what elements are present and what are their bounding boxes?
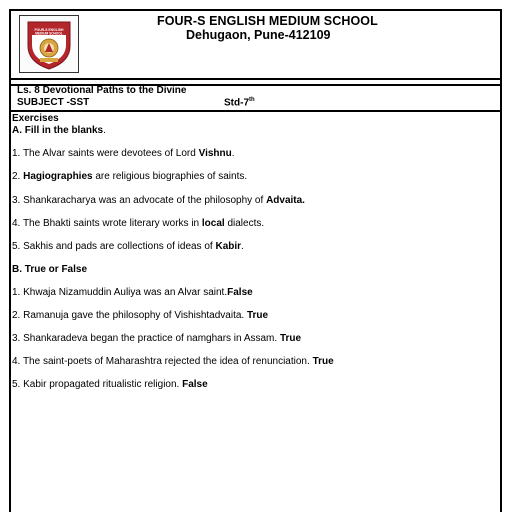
list-item	[12, 171, 247, 182]
item-answer: True	[312, 356, 334, 367]
info-divider	[11, 110, 500, 112]
item-text: 1. Khwaja Nizamuddin Auliya was an Alvar saint.	[12, 287, 228, 298]
section-a-heading-text: A. Fill in the blanks	[12, 125, 104, 136]
shield-emblem-icon	[20, 16, 78, 72]
item-tail: .	[231, 148, 235, 159]
standard-suffix: th	[249, 97, 255, 103]
item-text: 5. Sakhis and pads are collections of ideas of	[12, 241, 216, 252]
item-tail: dialects.	[224, 218, 265, 229]
item-text: 1. The Alvar saints were devotees of Lord	[12, 148, 199, 159]
list-item	[12, 356, 334, 367]
school-name: FOUR-S ENGLISH MEDIUM SCHOOL	[157, 14, 378, 28]
school-logo	[19, 15, 79, 73]
item-answer: Hagiographies	[23, 171, 93, 182]
item-answer: True	[246, 310, 269, 321]
list-item	[12, 195, 305, 206]
list-item	[12, 241, 244, 252]
item-answer: local	[201, 218, 225, 229]
svg-text:FOUR-S ENGLISH: FOUR-S ENGLISH	[34, 28, 64, 32]
list-item	[12, 379, 208, 390]
list-item	[12, 310, 268, 321]
item-tail: are religious biographies of saints.	[92, 171, 248, 182]
school-address: Dehugaon, Pune-412109	[186, 28, 331, 42]
item-answer: Kabir	[215, 241, 242, 252]
lesson-title: Ls. 8 Devotional Paths to the Divine	[17, 85, 187, 96]
item-tail: .	[241, 241, 244, 252]
item-answer: False	[227, 287, 253, 298]
item-text: 2. Ramanuja gave the philosophy of Vishishtadvaita.	[12, 310, 247, 321]
list-item	[12, 287, 253, 298]
section-b-heading	[12, 264, 87, 275]
section-a-heading-tail: .	[103, 125, 106, 136]
school-header	[11, 11, 500, 80]
standard-text: Std-7	[224, 97, 249, 109]
subject-label: SUBJECT -SST	[17, 97, 90, 108]
list-item	[12, 333, 301, 344]
page-frame	[9, 9, 502, 512]
svg-text:MEDIUM SCHOOL: MEDIUM SCHOOL	[35, 31, 63, 36]
item-text: 5. Kabir propagated ritualistic religion.	[12, 379, 183, 390]
item-answer: True	[279, 333, 302, 344]
item-text: 3. Shankaracharya was an advocate of the philosophy of	[12, 195, 267, 206]
item-text: 4. The Bhakti saints wrote literary works in	[12, 218, 202, 229]
item-text: 2.	[12, 171, 24, 182]
item-text: 4. The saint-poets of Maharashtra rejected the idea of renunciation.	[12, 356, 313, 367]
item-answer: False	[182, 379, 208, 390]
standard-label	[224, 97, 255, 108]
item-text: 3. Shankaradeva began the practice of namghars in Assam.	[12, 333, 280, 344]
section-a-heading	[12, 125, 106, 136]
item-answer: Advaita.	[266, 195, 305, 206]
list-item	[12, 148, 235, 159]
list-item	[12, 218, 264, 229]
section-b-heading-text: B. True or False	[12, 264, 88, 275]
item-answer: Vishnu	[198, 148, 232, 159]
exercises-heading: Exercises	[12, 113, 59, 124]
